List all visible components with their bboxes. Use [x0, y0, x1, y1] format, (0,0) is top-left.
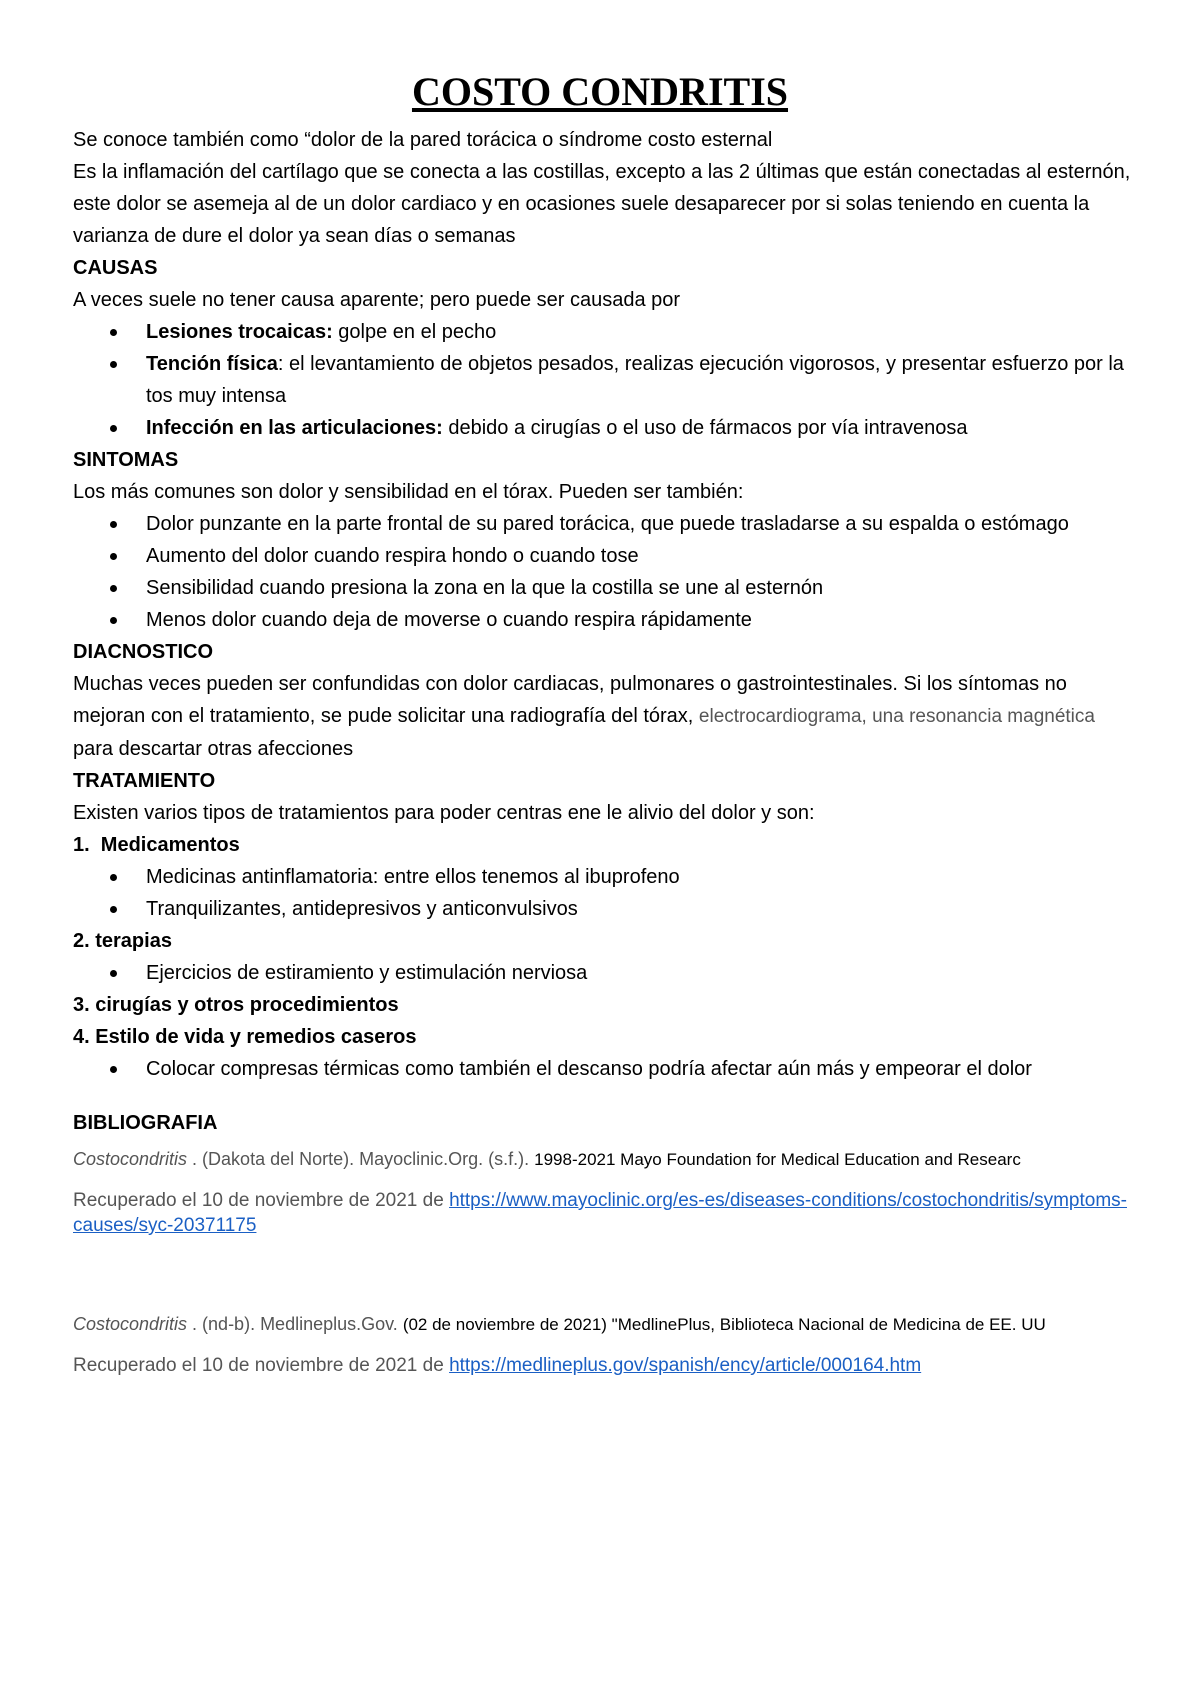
spacer — [73, 1085, 1133, 1107]
reference-source: . (nd-b). Medlineplus.Gov. — [187, 1314, 403, 1334]
tratamiento-section-label: 1. Medicamentos — [73, 834, 240, 856]
section-heading-diagnostico: DIACNOSTICO — [73, 641, 213, 663]
list-item: Sensibilidad cuando presiona la zona en la que la costilla se une al esternón — [73, 572, 1133, 604]
list-item — [73, 412, 1133, 444]
tratamiento-intro: Existen varios tipos de tratamientos para poder centras ene le alivio del dolor y son: — [73, 802, 815, 824]
reference-title: Costocondritis — [73, 1314, 188, 1334]
list-item-term: Lesiones trocaicas: — [146, 321, 333, 343]
list-item: Tranquilizantes, antidepresivos y anticonvulsivos — [73, 893, 1133, 925]
section-heading-bibliografia: BIBLIOGRAFIA — [73, 1112, 218, 1134]
tratamiento-section-label: 2. terapias — [73, 930, 172, 952]
spacer — [73, 1339, 1133, 1353]
reference-link[interactable]: https://www.mayoclinic.org/es-es/diseases-conditions/costochondritis/symptoms-causes/syc-20371175 — [73, 1190, 1127, 1236]
page-title: COSTO CONDRITIS — [411, 69, 789, 114]
tratamiento-list — [73, 1053, 1133, 1085]
reference-detail: 1998-2021 Mayo Foundation for Medical Education and Researc — [534, 1150, 1021, 1169]
spacer — [73, 1174, 1133, 1188]
list-item-text: golpe en el pecho — [332, 321, 497, 343]
tratamiento-list — [73, 957, 1133, 989]
reference-entry — [73, 1145, 1133, 1174]
reference-retrieved — [73, 1188, 1133, 1238]
section-heading-tratamiento: TRATAMIENTO — [73, 770, 216, 792]
tratamiento-list — [73, 861, 1133, 925]
document-body — [73, 124, 1133, 1378]
sintomas-list — [73, 508, 1133, 636]
intro-line-1: Se conoce también como “dolor de la pared torácica o síndrome costo esternal — [73, 129, 773, 151]
reference-retrieved — [73, 1353, 1133, 1378]
section-heading-causas: CAUSAS — [73, 257, 158, 279]
section-heading-sintomas: SINTOMAS — [73, 449, 179, 471]
causas-list — [73, 316, 1133, 444]
list-item: Colocar compresas térmicas como también el descanso podría afectar aún más y empeorar el dolor — [73, 1053, 1133, 1085]
diagnostico-text-a: Muchas veces pueden ser confundidas con dolor cardiacas, pulmonares o gastrointestinales. Si los síntomas no mejoran con el tratamiento, se pude solicitar una radiografía del tórax, — [73, 673, 1067, 727]
list-item-term: Tención física — [146, 353, 278, 375]
diagnostico-paragraph — [73, 668, 1133, 765]
spacer — [73, 1238, 1133, 1310]
diagnostico-text-b: electrocardiograma, una resonancia magnética — [698, 706, 1095, 727]
list-item — [73, 316, 1133, 348]
reference-link[interactable]: https://medlineplus.gov/spanish/ency/article/000164.htm — [449, 1355, 922, 1376]
list-item: Medicinas antinflamatoria: entre ellos tenemos al ibuprofeno — [73, 861, 1133, 893]
reference-entry — [73, 1310, 1133, 1339]
reference-detail: (02 de noviembre de 2021) "MedlinePlus, Biblioteca Nacional de Medicina de EE. UU — [402, 1315, 1046, 1334]
tratamiento-section-label: 4. Estilo de vida y remedios caseros — [73, 1026, 417, 1048]
reference-retrieved-text: Recuperado el 10 de noviembre de 2021 de — [73, 1190, 450, 1211]
list-item-term: Infección en las articulaciones: — [146, 417, 443, 439]
causas-intro: A veces suele no tener causa aparente; pero puede ser causada por — [73, 289, 681, 311]
intro-paragraph: Es la inflamación del cartílago que se conecta a las costillas, excepto a las 2 últimas que están conectadas al esternón, este dolor se asemeja al de un dolor cardiaco y en ocasiones suele desaparecer por si solas teniendo en cuenta la varianza de dure el dolor ya sean días o semanas — [73, 161, 1131, 247]
reference-title: Costocondritis — [73, 1149, 188, 1169]
sintomas-intro: Los más comunes son dolor y sensibilidad en el tórax. Pueden ser también: — [73, 481, 744, 503]
list-item-text: debido a cirugías o el uso de fármacos por vía intravenosa — [442, 417, 968, 439]
list-item: Menos dolor cuando deja de moverse o cuando respira rápidamente — [73, 604, 1133, 636]
reference-source: . (Dakota del Norte). Mayoclinic.Org. (s.f.). — [187, 1149, 535, 1169]
tratamiento-section-label: 3. cirugías y otros procedimientos — [73, 994, 399, 1016]
list-item-text: : el levantamiento de objetos pesados, realizas ejecución vigorosos, y presentar esfuerzo por la tos muy intensa — [146, 353, 1124, 407]
diagnostico-text-c: para descartar otras afecciones — [73, 738, 354, 760]
list-item — [73, 348, 1133, 412]
reference-retrieved-text: Recuperado el 10 de noviembre de 2021 de — [73, 1355, 450, 1376]
list-item: Aumento del dolor cuando respira hondo o cuando tose — [73, 540, 1133, 572]
list-item: Dolor punzante en la parte frontal de su pared torácica, que puede trasladarse a su espalda o estómago — [73, 508, 1133, 540]
list-item: Ejercicios de estiramiento y estimulación nerviosa — [73, 957, 1133, 989]
